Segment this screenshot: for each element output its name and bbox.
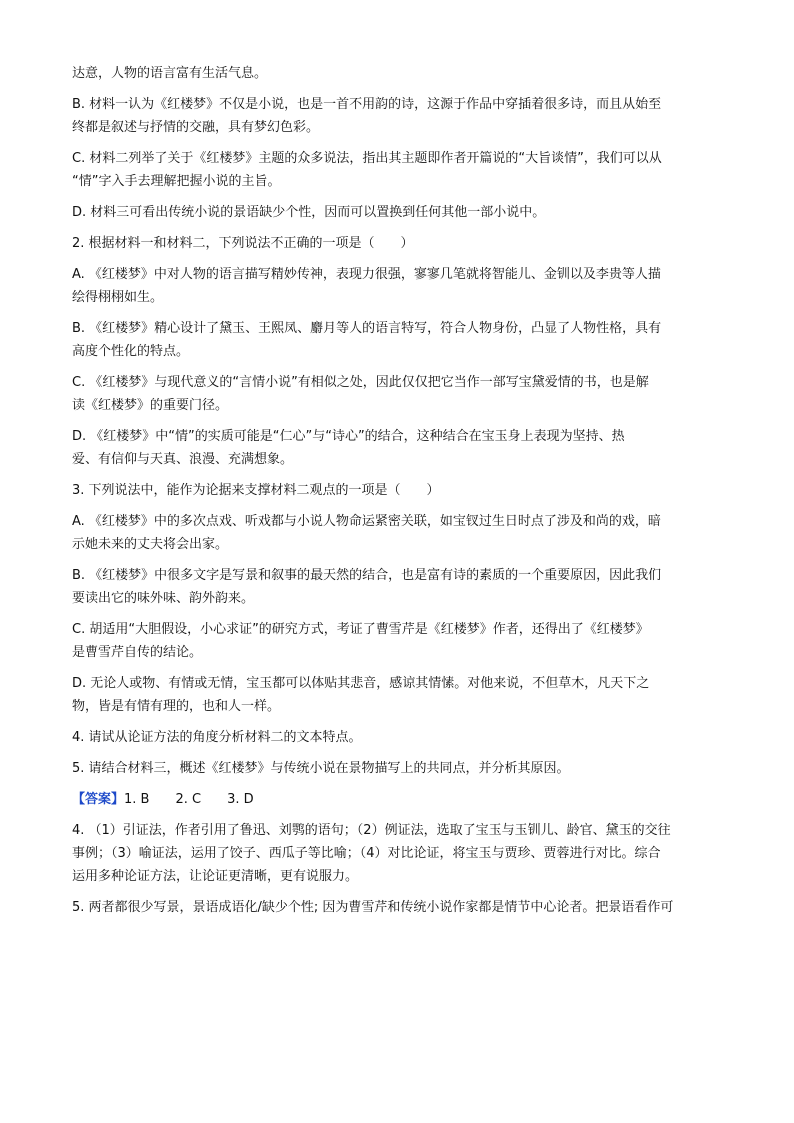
text-line: 要读出它的味外味、韵外韵来。 [72, 591, 255, 606]
text-line: C. 《红楼梦》与现代意义的“言情小说”有相似之处，因此仅仅把它当作一部写宝黛爱情的书，也是解 [72, 375, 649, 390]
text-line: A. 《红楼梦》中对人物的语言描写精妙传神，表现力很强，寥寥几笔就将智能儿、金钏以及李贵等人描 [72, 267, 661, 282]
text-line: 5. 两者都很少写景，景语成语化/缺少个性; 因为曹雪芹和传统小说作家都是情节中心论者。把景语看作可 [72, 900, 674, 915]
question-paragraph [72, 232, 724, 255]
text-line: 是曹雪芹自传的结论。 [72, 645, 203, 660]
text-line: B. 《红楼梦》中很多文字是写景和叙事的最天然的结合，也是富有诗的素质的一个重要原因，因此我们 [72, 568, 662, 583]
question-paragraph [72, 201, 724, 224]
question-paragraph [72, 425, 724, 471]
text-line: 4. 请试从论证方法的角度分析材料二的文本特点。 [72, 730, 362, 745]
question-paragraph [72, 317, 724, 363]
question-paragraph [72, 62, 724, 85]
text-line: A. 《红楼梦》中的多次点戏、听戏都与小说人物命运紧密关联，如宝钗过生日时点了涉及和尚的戏，暗 [72, 514, 661, 529]
text-line: 运用多种论证方法，让论证更清晰，更有说服力。 [72, 869, 359, 884]
question-paragraph [72, 672, 724, 718]
text-line: “情”字入手去理解把握小说的主旨。 [72, 174, 281, 189]
text-line: B. 《红楼梦》精心设计了黛玉、王熙凤、麝月等人的语言特写，符合人物身份，凸显了人物性格，具有 [72, 321, 662, 336]
question-paragraph [72, 618, 724, 664]
text-line: 高度个性化的特点。 [72, 344, 190, 359]
question-paragraph [72, 263, 724, 309]
question-paragraph [72, 510, 724, 556]
answer-line [72, 788, 724, 811]
question-paragraph [72, 147, 724, 193]
text-line: 2. 根据材料一和材料二，下列说法不正确的一项是（ ） [72, 236, 414, 251]
question-paragraph [72, 757, 724, 780]
text-line: 4. （1）引证法，作者引用了鲁迅、刘鹗的语句；（2）例证法，选取了宝玉与玉钏儿、龄官、黛玉的交往 [72, 823, 671, 838]
text-line: 事例；（3）喻证法，运用了饺子、西瓜子等比喻；（4）对比论证，将宝玉与贾珍、贾蓉进行对比。综合 [72, 846, 661, 861]
answer-items: 1. B 2. C 3. D [124, 792, 254, 807]
text-line: 爱、有信仰与天真、浪漫、充满想象。 [72, 452, 294, 467]
text-line: C. 胡适用“大胆假设，小心求证”的研究方式，考证了曹雪芹是《红楼梦》作者，还得出了《红楼梦》 [72, 622, 649, 637]
question-paragraph [72, 564, 724, 610]
text-line: 终都是叙述与抒情的交融，具有梦幻色彩。 [72, 120, 320, 135]
text-line: 3. 下列说法中，能作为论据来支撑材料二观点的一项是（ ） [72, 483, 440, 498]
text-line: D. 材料三可看出传统小说的景语缺少个性，因而可以置换到任何其他一部小说中。 [72, 205, 546, 220]
explanation-paragraph [72, 896, 724, 919]
text-line: 5. 请结合材料三，概述《红楼梦》与传统小说在景物描写上的共同点，并分析其原因。 [72, 761, 570, 776]
question-paragraph [72, 371, 724, 417]
explanation-paragraph [72, 819, 724, 888]
answer-tag: 【答案】 [72, 792, 125, 807]
question-paragraph [72, 93, 724, 139]
document-content [72, 62, 724, 927]
text-line: D. 《红楼梦》中“情”的实质可能是“仁心”与“诗心”的结合，这种结合在宝玉身上表现为坚持、热 [72, 429, 625, 444]
text-line: 读《红楼梦》的重要门径。 [72, 398, 229, 413]
text-line: 达意，人物的语言富有生活气息。 [72, 66, 268, 81]
question-paragraph [72, 479, 724, 502]
text-line: 绘得栩栩如生。 [72, 290, 164, 305]
text-line: C. 材料二列举了关于《红楼梦》主题的众多说法，指出其主题即作者开篇说的“大旨谈情”，我们可以从 [72, 151, 662, 166]
text-line: D. 无论人或物、有情或无情，宝玉都可以体贴其悲音，感谅其情愫。对他来说，不但草木，凡天下之 [72, 676, 650, 691]
text-line: 示她未来的丈夫将会出家。 [72, 537, 229, 552]
question-paragraph [72, 726, 724, 749]
text-line: B. 材料一认为《红楼梦》不仅是小说，也是一首不用韵的诗，这源于作品中穿插着很多诗，而且从始至 [72, 97, 662, 112]
text-line: 物，皆是有情有理的，也和人一样。 [72, 699, 281, 714]
